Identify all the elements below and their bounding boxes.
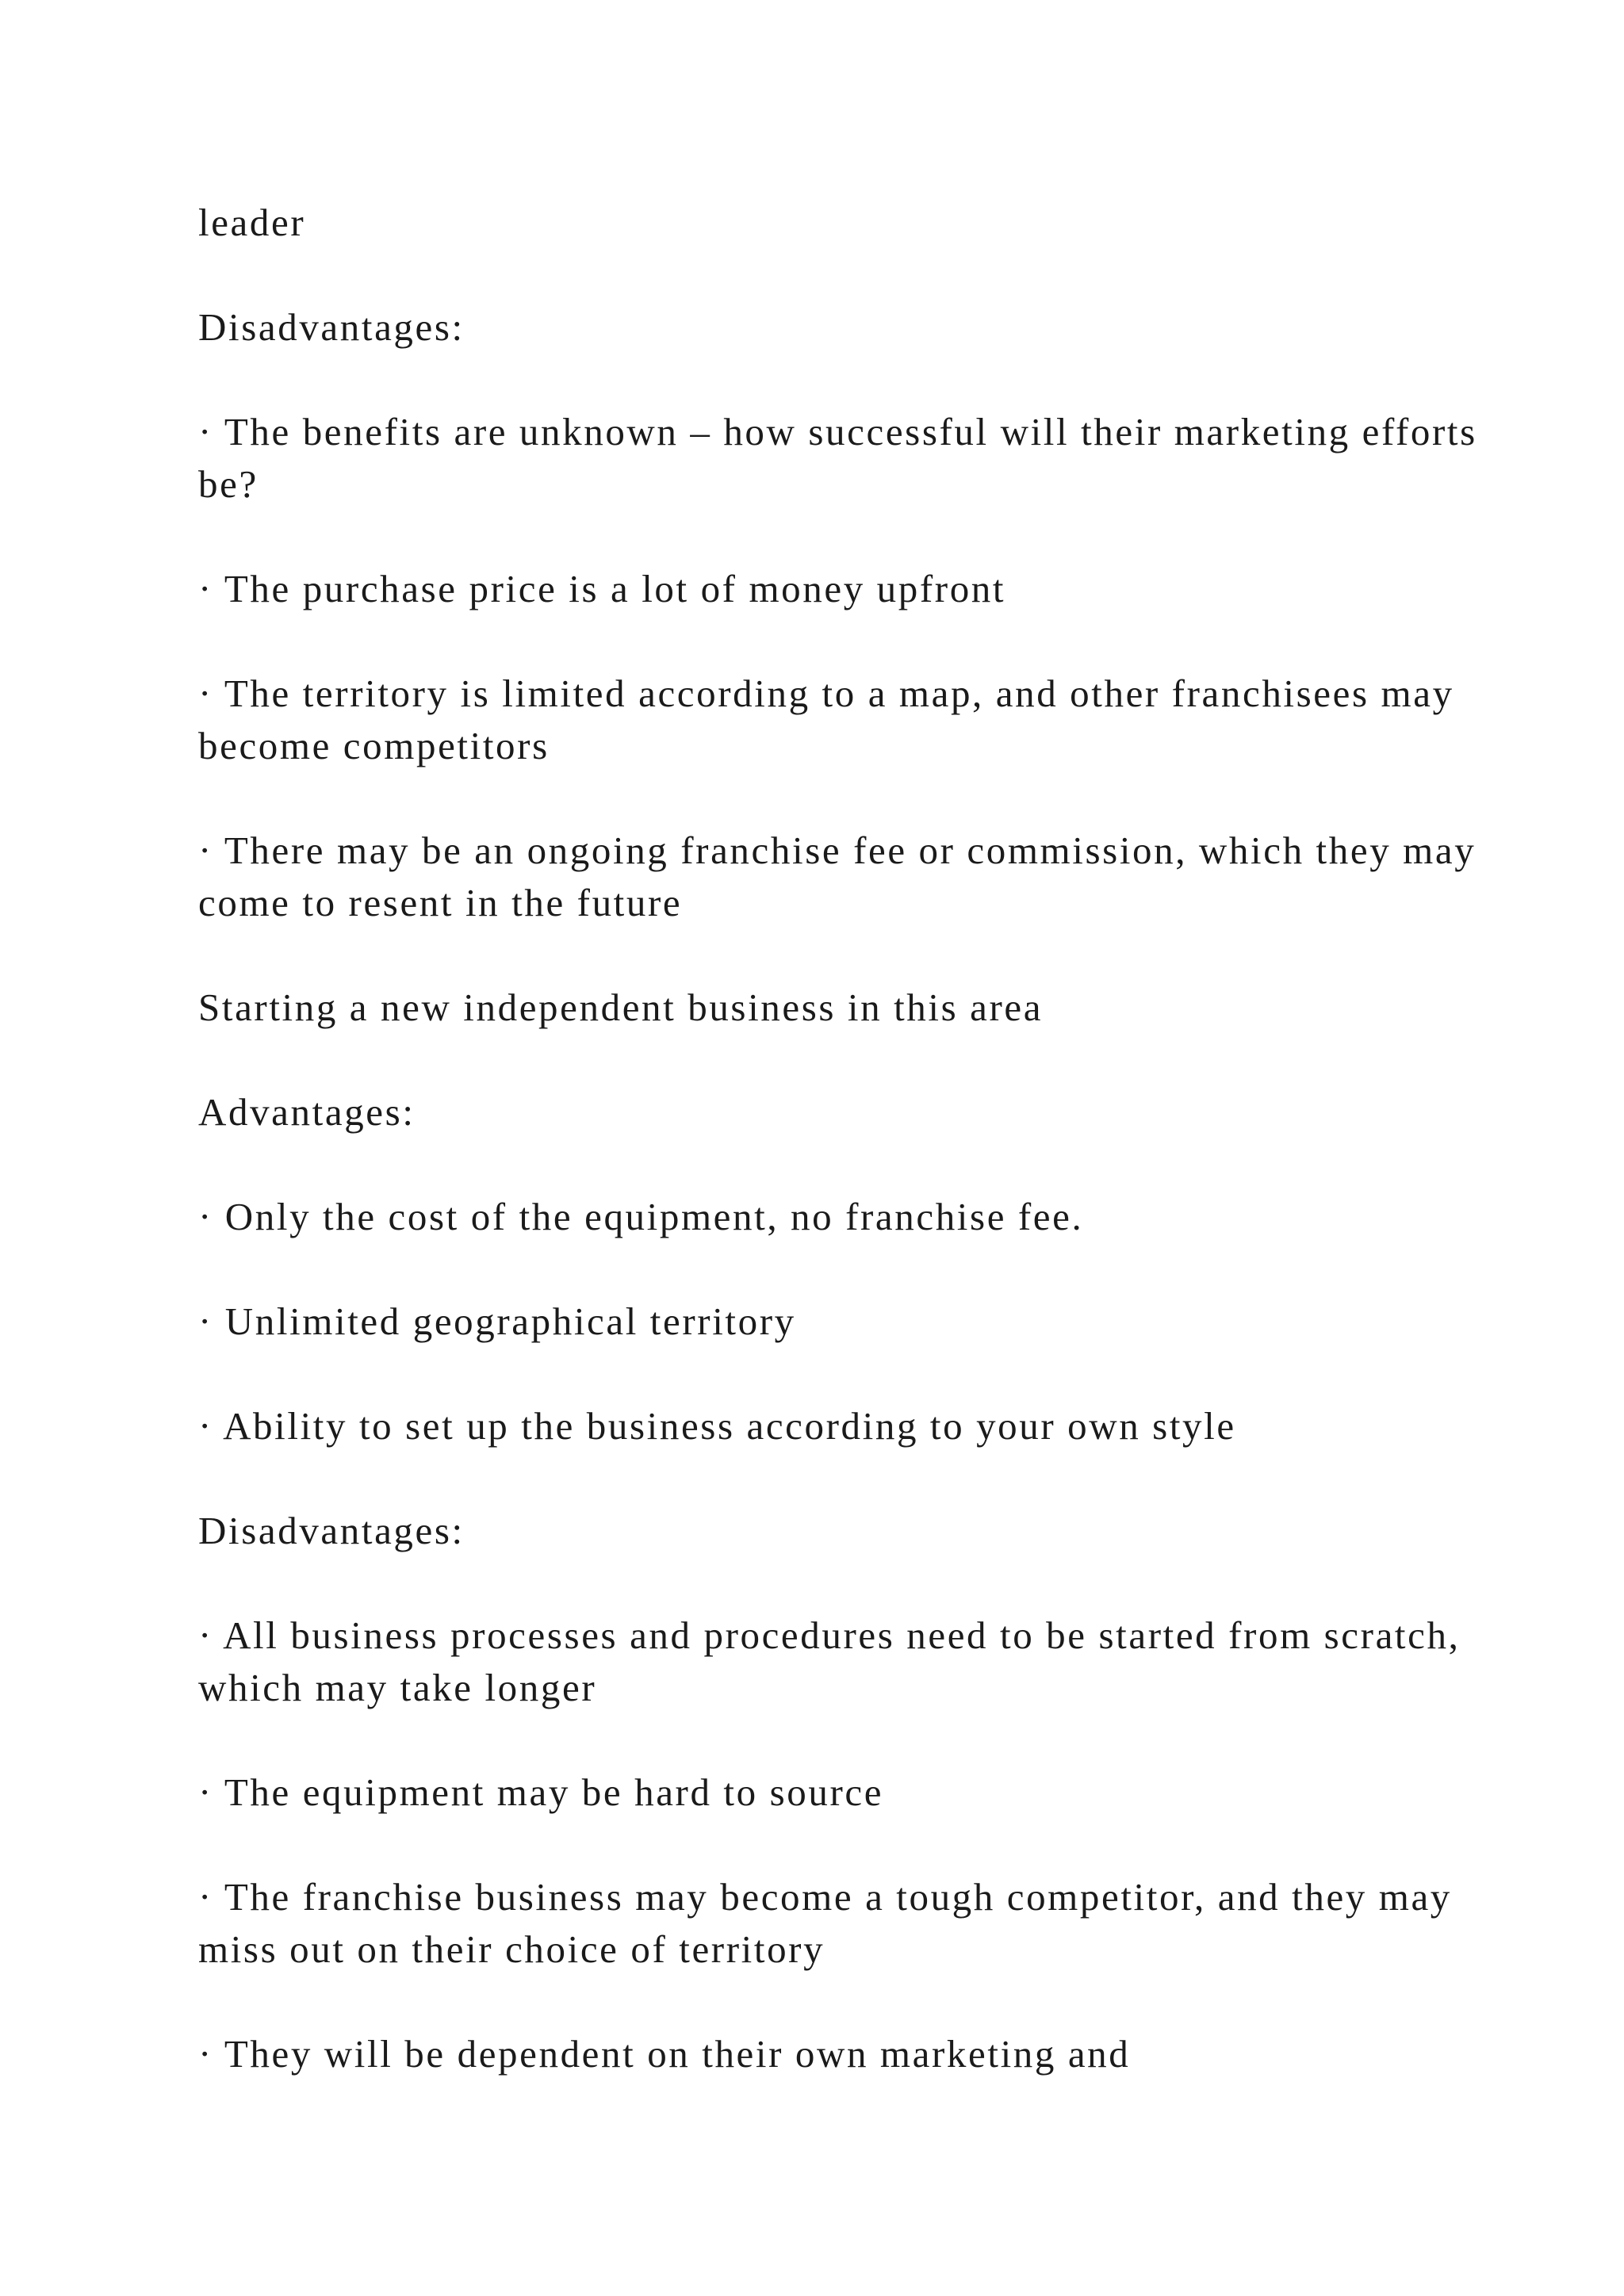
bullet-ongoing-fee: · There may be an ongoing franchise fee or commission, which they may come to resent in the future [198,828,1477,924]
heading-advantages: Advantages: [198,1090,416,1134]
bullet-benefits-unknown: · The benefits are unknown – how successful will their marketing efforts be? [198,410,1477,506]
paragraph-leader: leader [198,201,306,244]
bullet-territory-limited: · The territory is limited according to a map, and other franchisees may become competitors [198,672,1454,767]
bullet-dependent-marketing: · They will be dependent on their own marketing and [198,2032,1131,2076]
bullet-unlimited-territory: · Unlimited geographical territory [198,1299,796,1343]
heading-disadvantages: Disadvantages: [198,305,465,349]
section-heading-independent-business: Starting a new independent business in this area [198,985,1044,1029]
bullet-equipment-cost: · Only the cost of the equipment, no franchise fee. [198,1195,1084,1238]
bullet-franchise-competitor: · The franchise business may become a tough competitor, and they may miss out on their choice of territory [198,1875,1452,1971]
bullet-own-style: · Ability to set up the business according to your own style [198,1404,1236,1448]
document-body [198,197,1507,2133]
bullet-processes-from-scratch: · All business processes and procedures need to be started from scratch, which may take longer [198,1613,1461,1709]
bullet-purchase-price: · The purchase price is a lot of money upfront [198,567,1006,610]
bullet-equipment-hard-to-source: · The equipment may be hard to source [198,1770,884,1814]
heading-disadvantages-2: Disadvantages: [198,1509,465,1552]
